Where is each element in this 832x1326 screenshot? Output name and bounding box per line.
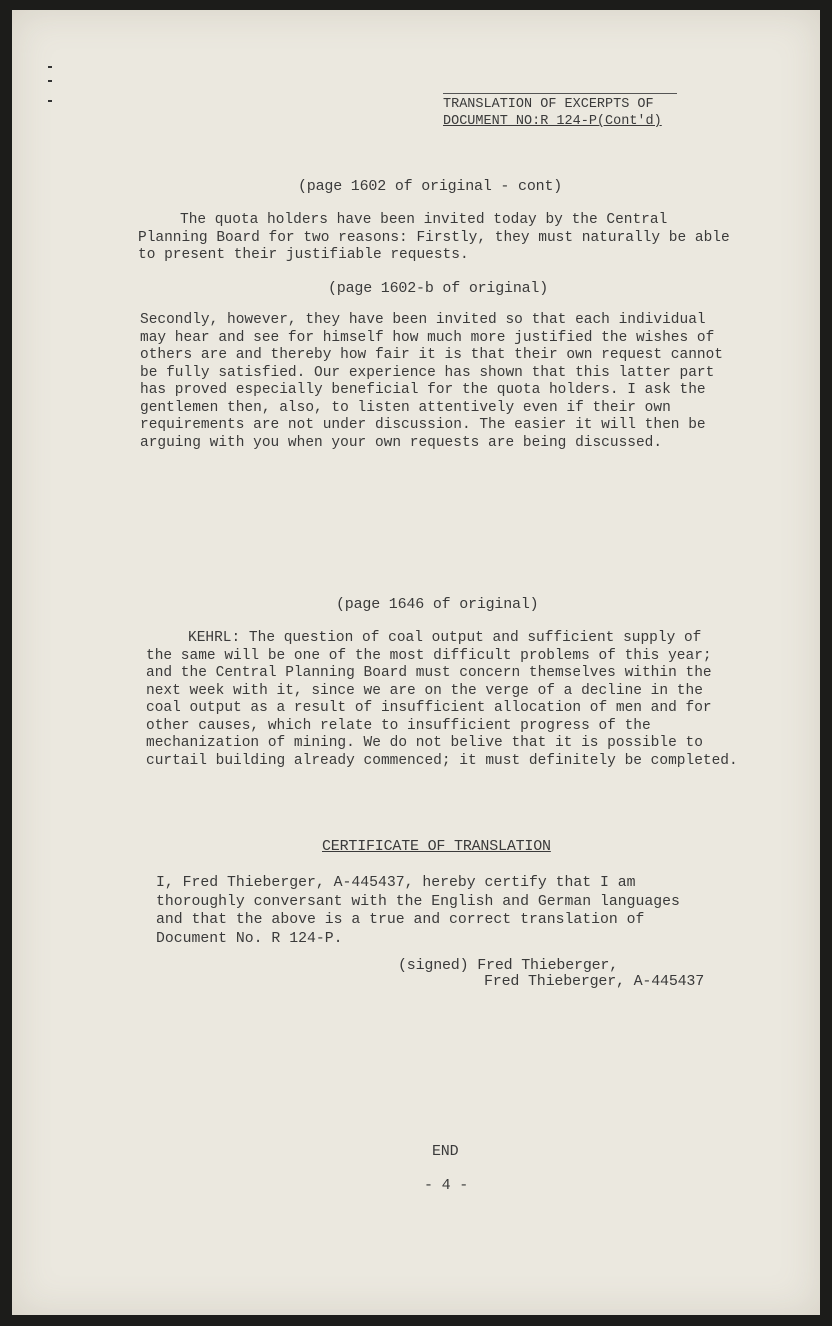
paragraph-line: the same will be one of the most difficult problems of this year;	[146, 647, 712, 664]
paragraph-line: requirements are not under discussion. The easier it will then be	[140, 417, 706, 433]
page-number: - 4 -	[424, 1177, 469, 1194]
paragraph-line: The quota holders have been invited today by the Central	[180, 212, 668, 228]
paragraph-line: gentlemen then, also, to listen attentively even if their own	[140, 399, 671, 416]
header-line-2: DOCUMENT NO:R 124-P(Cont'd)	[443, 114, 662, 129]
paragraph-line: curtail building already commenced; it must definitely be completed.	[146, 752, 738, 769]
paragraph-line: next week with it, since we are on the verge of a decline in the	[146, 682, 703, 699]
paragraph-line: Planning Board for two reasons: Firstly, they must naturally be able	[138, 229, 730, 246]
paragraph-quota-holders	[138, 212, 730, 265]
paragraph-line: mechanization of mining. We do not belive that it is possible to	[146, 735, 703, 751]
page-reference-1646: (page 1646 of original)	[336, 596, 539, 613]
margin-mark	[48, 80, 52, 82]
paragraph-line: be fully satisfied. Our experience has shown that this latter part	[140, 364, 715, 381]
certificate-text	[156, 874, 680, 948]
paragraph-line: coal output as a result of insufficient allocation of men and for	[146, 700, 712, 716]
paragraph-line: and the Central Planning Board must concern themselves within the	[146, 665, 712, 681]
paragraph-line: has proved especially beneficial for the quota holders. I ask the	[140, 382, 706, 398]
end-marker: END	[432, 1143, 459, 1160]
paragraph-kehrl	[146, 630, 738, 770]
certificate-line: and that the above is a true and correct translation of	[156, 912, 645, 928]
paragraph-line: to present their justifiable requests.	[138, 247, 469, 263]
signature-line-1: (signed) Fred Thieberger,	[398, 957, 619, 974]
paragraph-line: others are and thereby how fair it is that their own request cannot	[140, 347, 723, 363]
page-reference-1602b: (page 1602-b of original)	[328, 280, 549, 297]
certificate-line: thoroughly conversant with the English and German languages	[156, 893, 680, 910]
paragraph-secondly	[140, 312, 723, 452]
certificate-line: I, Fred Thieberger, A-445437, hereby certify that I am	[156, 875, 636, 891]
paragraph-line: KEHRL: The question of coal output and sufficient supply of	[188, 630, 702, 646]
certificate-line: Document No. R 124-P.	[156, 930, 343, 947]
document-header	[443, 93, 677, 130]
signature-line-2: Fred Thieberger, A-445437	[484, 973, 705, 990]
paragraph-line: may hear and see for himself how much more justified the wishes of	[140, 329, 715, 346]
paragraph-line: other causes, which relate to insufficient progress of the	[146, 717, 651, 734]
page-reference-1602: (page 1602 of original - cont)	[298, 178, 563, 195]
paragraph-line: Secondly, however, they have been invited so that each individual	[140, 312, 706, 328]
header-line-1: TRANSLATION OF EXCERPTS OF	[443, 97, 654, 112]
margin-mark	[48, 100, 52, 102]
margin-mark	[48, 66, 52, 68]
paragraph-line: arguing with you when your own requests are being discussed.	[140, 434, 663, 451]
certificate-title: CERTIFICATE OF TRANSLATION	[322, 838, 551, 855]
